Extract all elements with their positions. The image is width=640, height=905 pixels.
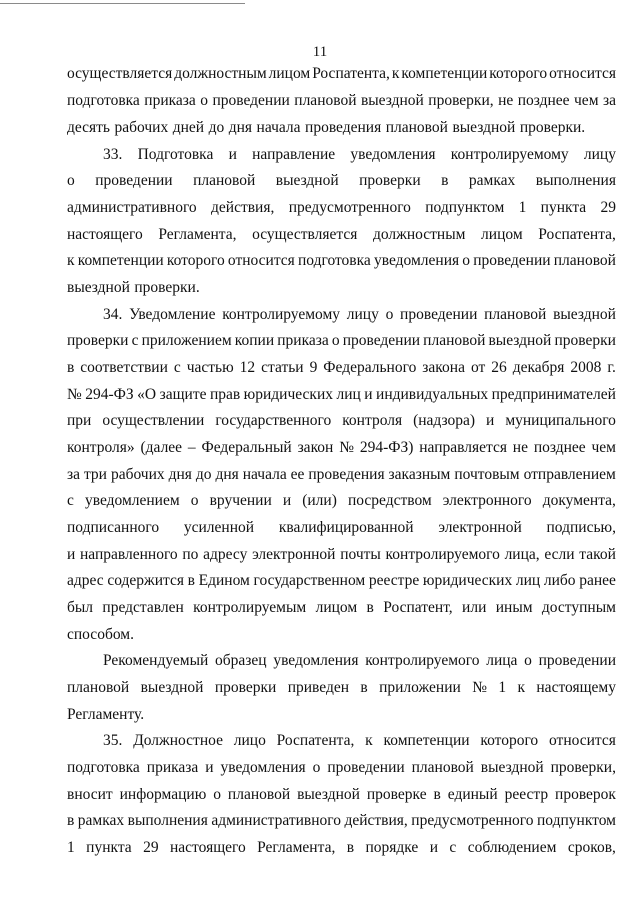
text-line: контроля» (далее – Федеральный закон № 294-ФЗ) направляется не позднее чем	[67, 439, 616, 456]
text-line: настоящего Регламента, осуществляется должностным лицом Роспатента,	[67, 226, 616, 243]
text-line: подготовка приказа и уведомления о проведении плановой выездной проверки,	[67, 759, 616, 776]
text-line: с уведомлением о вручении и (или) посредством электронного документа,	[67, 492, 616, 509]
scan-edge-line	[0, 3, 245, 4]
text-line: о проведении плановой выездной проверки в рамках выполнения	[67, 172, 616, 189]
text-line: в соответствии с частью 12 статьи 9 Федерального закона от 26 декабря 2008 г.	[67, 359, 616, 376]
text-line: Рекомендуемый образец уведомления контролируемого лица о проведении	[103, 652, 616, 669]
text-line: административного действия, предусмотренного подпунктом 1 пункта 29	[67, 199, 616, 216]
text-line: в рамках выполнения административного действия, предусмотренного подпунктом	[67, 812, 616, 829]
text-line: плановой выездной проверки приведен в приложении № 1 к настоящему	[67, 679, 616, 696]
text-line: десять рабочих дней до дня начала проведения плановой выездной проверки.	[67, 119, 586, 136]
text-line: 1 пункта 29 настоящего Регламента, в порядке и с соблюдением сроков,	[67, 839, 616, 856]
text-line: выездной проверки.	[67, 279, 200, 296]
text-line: № 294-ФЗ «О защите прав юридических лиц и индивидуальных предпринимателей	[67, 386, 616, 403]
text-line: способом.	[67, 626, 134, 643]
text-line: за три рабочих дня до дня начала ее проведения заказным почтовым отправлением	[67, 466, 616, 483]
text-line: подписанного усиленной квалифицированной электронной подписью,	[67, 519, 616, 536]
text-line: был представлен контролируемым лицом в Роспатент, или иным доступным	[67, 599, 616, 616]
text-line: адрес содержится в Едином государственном реестре юридических лиц либо ранее	[67, 572, 616, 589]
text-line: вносит информацию о плановой выездной проверке в единый реестр проверок	[67, 786, 616, 803]
text-line: подготовка приказа о проведении плановой выездной проверки, не позднее чем за	[67, 92, 616, 109]
text-line: к компетенции которого относится подготовка уведомления о проведении плановой	[67, 252, 616, 269]
text-line: 33. Подготовка и направление уведомления контролируемому лицу	[103, 146, 616, 163]
text-line: и направленного по адресу электронной почты контролируемого лица, если такой	[67, 546, 616, 563]
text-line: 34. Уведомление контролируемому лицу о проведении плановой выездной	[103, 306, 616, 323]
text-line: осуществляется должностным лицом Роспатента, к компетенции которого относится	[67, 65, 616, 82]
text-line: проверки с приложением копии приказа о проведении плановой выездной проверки	[67, 332, 616, 349]
text-line: Регламенту.	[67, 706, 145, 723]
text-line: 35. Должностное лицо Роспатента, к компетенции которого относится	[103, 732, 616, 749]
text-line: при осуществлении государственного контроля (надзора) и муниципального	[67, 412, 616, 429]
page-number: 11	[312, 44, 328, 60]
